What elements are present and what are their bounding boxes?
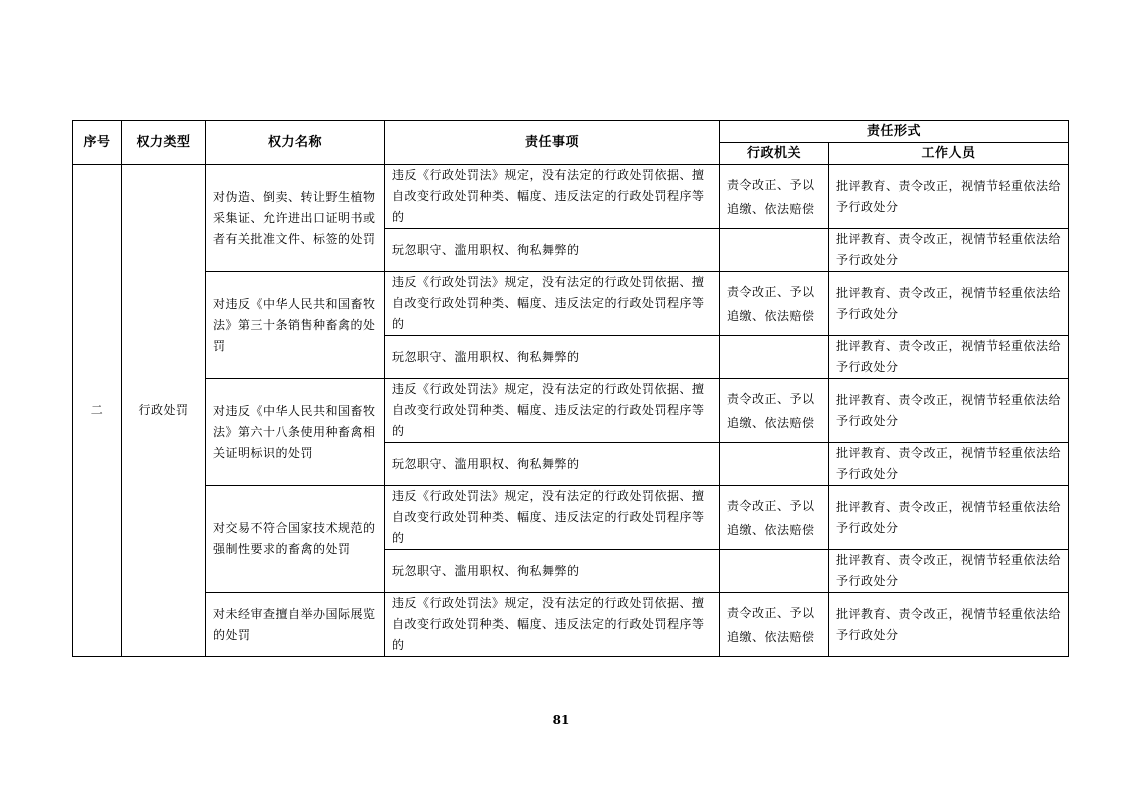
header-staff: 工作人员 <box>829 143 1069 165</box>
header-responsibility-matter: 责任事项 <box>385 121 720 165</box>
table-row <box>73 593 1069 657</box>
power-name-cell: 对违反《中华人民共和国畜牧法》第三十条销售种畜禽的处罚 <box>206 272 385 379</box>
matter-cell: 违反《行政处罚法》规定，没有法定的行政处罚依据、擅自改变行政处罚种类、幅度、违反法定的行政处罚程序等的 <box>385 272 720 336</box>
matter-cell: 玩忽职守、滥用职权、徇私舞弊的 <box>385 229 720 272</box>
staff-cell: 批评教育、责令改正，视情节轻重依法给予行政处分 <box>829 379 1069 443</box>
header-responsibility-form: 责任形式 <box>720 121 1069 143</box>
seq-cell: 二 <box>73 165 122 657</box>
agency-cell: 责令改正、予以追缴、依法赔偿 <box>720 272 829 336</box>
agency-cell: 责令改正、予以追缴、依法赔偿 <box>720 379 829 443</box>
power-name-cell: 对未经审查擅自举办国际展览的处罚 <box>206 593 385 657</box>
agency-cell <box>720 336 829 379</box>
staff-cell: 批评教育、责令改正，视情节轻重依法给予行政处分 <box>829 165 1069 229</box>
matter-cell: 玩忽职守、滥用职权、徇私舞弊的 <box>385 336 720 379</box>
header-seq: 序号 <box>73 121 122 165</box>
staff-cell: 批评教育、责令改正，视情节轻重依法给予行政处分 <box>829 336 1069 379</box>
agency-cell <box>720 229 829 272</box>
header-power-name: 权力名称 <box>206 121 385 165</box>
agency-cell: 责令改正、予以追缴、依法赔偿 <box>720 165 829 229</box>
matter-cell: 违反《行政处罚法》规定，没有法定的行政处罚依据、擅自改变行政处罚种类、幅度、违反法定的行政处罚程序等的 <box>385 379 720 443</box>
matter-cell: 违反《行政处罚法》规定，没有法定的行政处罚依据、擅自改变行政处罚种类、幅度、违反法定的行政处罚程序等的 <box>385 165 720 229</box>
responsibility-table <box>72 120 1069 657</box>
staff-cell: 批评教育、责令改正，视情节轻重依法给予行政处分 <box>829 550 1069 593</box>
header-row-1 <box>73 121 1069 143</box>
matter-cell: 违反《行政处罚法》规定，没有法定的行政处罚依据、擅自改变行政处罚种类、幅度、违反法定的行政处罚程序等的 <box>385 486 720 550</box>
matter-cell: 违反《行政处罚法》规定，没有法定的行政处罚依据、擅自改变行政处罚种类、幅度、违反法定的行政处罚程序等的 <box>385 593 720 657</box>
staff-cell: 批评教育、责令改正，视情节轻重依法给予行政处分 <box>829 272 1069 336</box>
table-row <box>73 165 1069 229</box>
matter-cell: 玩忽职守、滥用职权、徇私舞弊的 <box>385 443 720 486</box>
staff-cell: 批评教育、责令改正，视情节轻重依法给予行政处分 <box>829 593 1069 657</box>
staff-cell: 批评教育、责令改正，视情节轻重依法给予行政处分 <box>829 486 1069 550</box>
power-name-cell: 对违反《中华人民共和国畜牧法》第六十八条使用种畜禽相关证明标识的处罚 <box>206 379 385 486</box>
staff-cell: 批评教育、责令改正，视情节轻重依法给予行政处分 <box>829 443 1069 486</box>
agency-cell <box>720 443 829 486</box>
agency-cell <box>720 550 829 593</box>
agency-cell: 责令改正、予以追缴、依法赔偿 <box>720 593 829 657</box>
staff-cell: 批评教育、责令改正，视情节轻重依法给予行政处分 <box>829 229 1069 272</box>
power-type-cell: 行政处罚 <box>122 165 206 657</box>
header-power-type: 权力类型 <box>122 121 206 165</box>
header-agency: 行政机关 <box>720 143 829 165</box>
power-name-cell: 对伪造、倒卖、转让野生植物采集证、允许进出口证明书或者有关批准文件、标签的处罚 <box>206 165 385 272</box>
agency-cell: 责令改正、予以追缴、依法赔偿 <box>720 486 829 550</box>
table-row <box>73 486 1069 550</box>
matter-cell: 玩忽职守、滥用职权、徇私舞弊的 <box>385 550 720 593</box>
table-row <box>73 379 1069 443</box>
table-row <box>73 272 1069 336</box>
page-number: 81 <box>552 713 570 727</box>
power-name-cell: 对交易不符合国家技术规范的强制性要求的畜禽的处罚 <box>206 486 385 593</box>
